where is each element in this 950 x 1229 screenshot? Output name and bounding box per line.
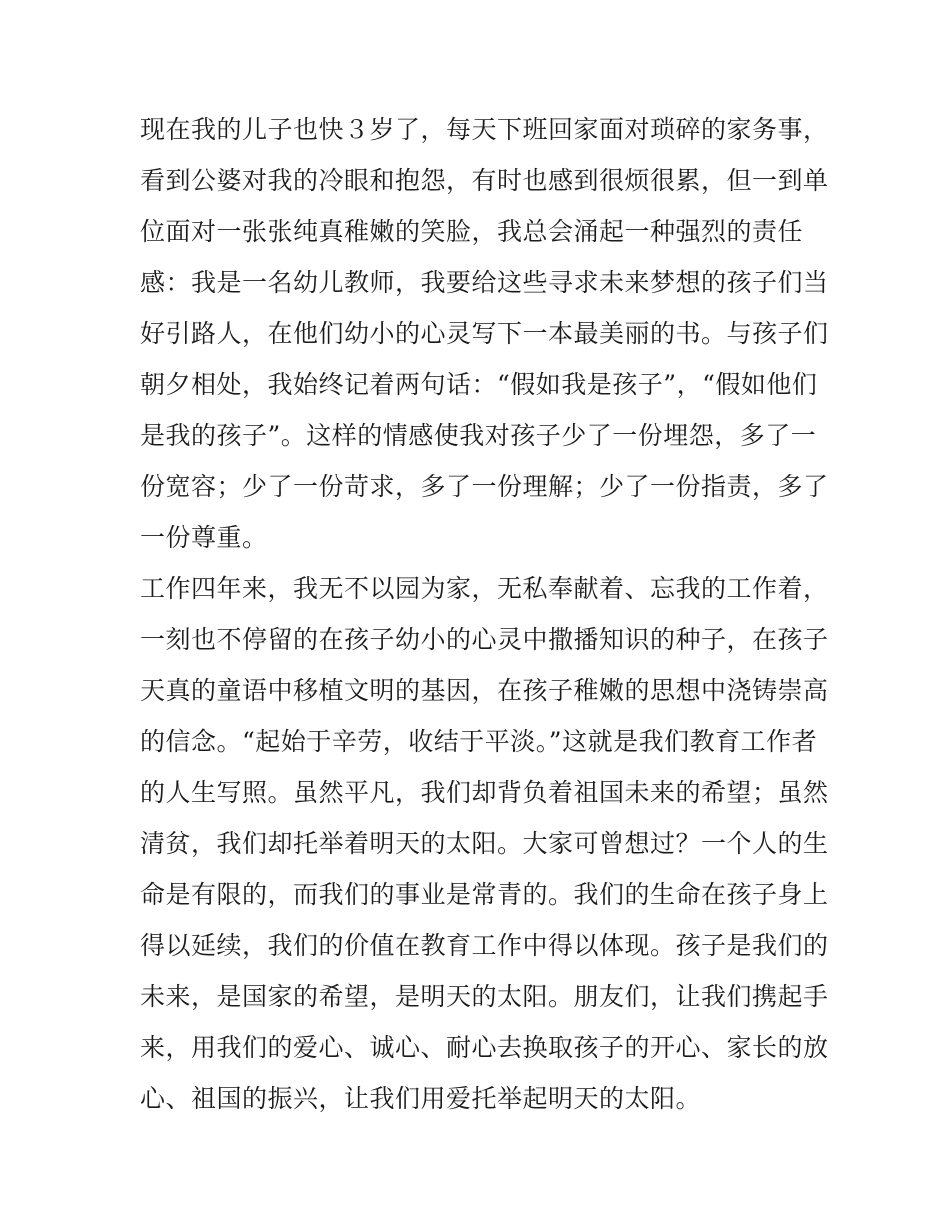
text-line: 一刻也不停留的在孩子幼小的心灵中撒播知识的种子，在孩子 bbox=[140, 625, 829, 654]
text-line: 位面对一张张纯真稚嫩的笑脸，我总会涌起一种强烈的责任 bbox=[140, 217, 804, 246]
text-line: 是我的孩子”。这样的情感使我对孩子少了一份埋怨，多了一 bbox=[140, 421, 817, 450]
paragraph-2 bbox=[140, 563, 829, 1124]
text-line: 未来，是国家的希望，是明天的太阳。朋友们，让我们携起手 bbox=[140, 982, 829, 1011]
text-line: 一份尊重。 bbox=[140, 523, 268, 552]
text-line: 心、祖国的振兴，让我们用爱托举起明天的太阳。 bbox=[140, 1084, 702, 1113]
text-line: 看到公婆对我的冷眼和抱怨，有时也感到很烦很累，但一到单 bbox=[140, 166, 829, 195]
text-line: 好引路人，在他们幼小的心灵写下一本最美丽的书。与孩子们 bbox=[140, 319, 829, 348]
text-line: 命是有限的，而我们的事业是常青的。我们的生命在孩子身上 bbox=[140, 880, 829, 909]
paragraph-1 bbox=[140, 104, 829, 563]
text-line: 得以延续，我们的价值在教育工作中得以体现。孩子是我们的 bbox=[140, 931, 829, 960]
text-line: 现在我的儿子也快３岁了，每天下班回家面对琐碎的家务事， bbox=[140, 115, 829, 144]
text-line: 的人生写照。虽然平凡，我们却背负着祖国未来的希望；虽然 bbox=[140, 778, 829, 807]
text-line: 份宽容；少了一份苛求，多了一份理解；少了一份指责，多了 bbox=[140, 472, 829, 501]
text-line: 来，用我们的爱心、诚心、耐心去换取孩子的开心、家长的放 bbox=[140, 1033, 829, 1062]
text-line: 朝夕相处，我始终记着两句话：“假如我是孩子”，“假如他们 bbox=[140, 370, 818, 399]
document-body bbox=[140, 104, 829, 1124]
text-line: 感：我是一名幼儿教师，我要给这些寻求未来梦想的孩子们当 bbox=[140, 268, 829, 297]
text-line: 工作四年来，我无不以园为家，无私奉献着、忘我的工作着， bbox=[140, 574, 829, 603]
text-line: 天真的童语中移植文明的基因，在孩子稚嫩的思想中浇铸崇高 bbox=[140, 676, 829, 705]
text-line: 的信念。“起始于辛劳，收结于平淡。”这就是我们教育工作者 bbox=[140, 727, 818, 756]
text-line: 清贫，我们却托举着明天的太阳。大家可曾想过？一个人的生 bbox=[140, 829, 829, 858]
